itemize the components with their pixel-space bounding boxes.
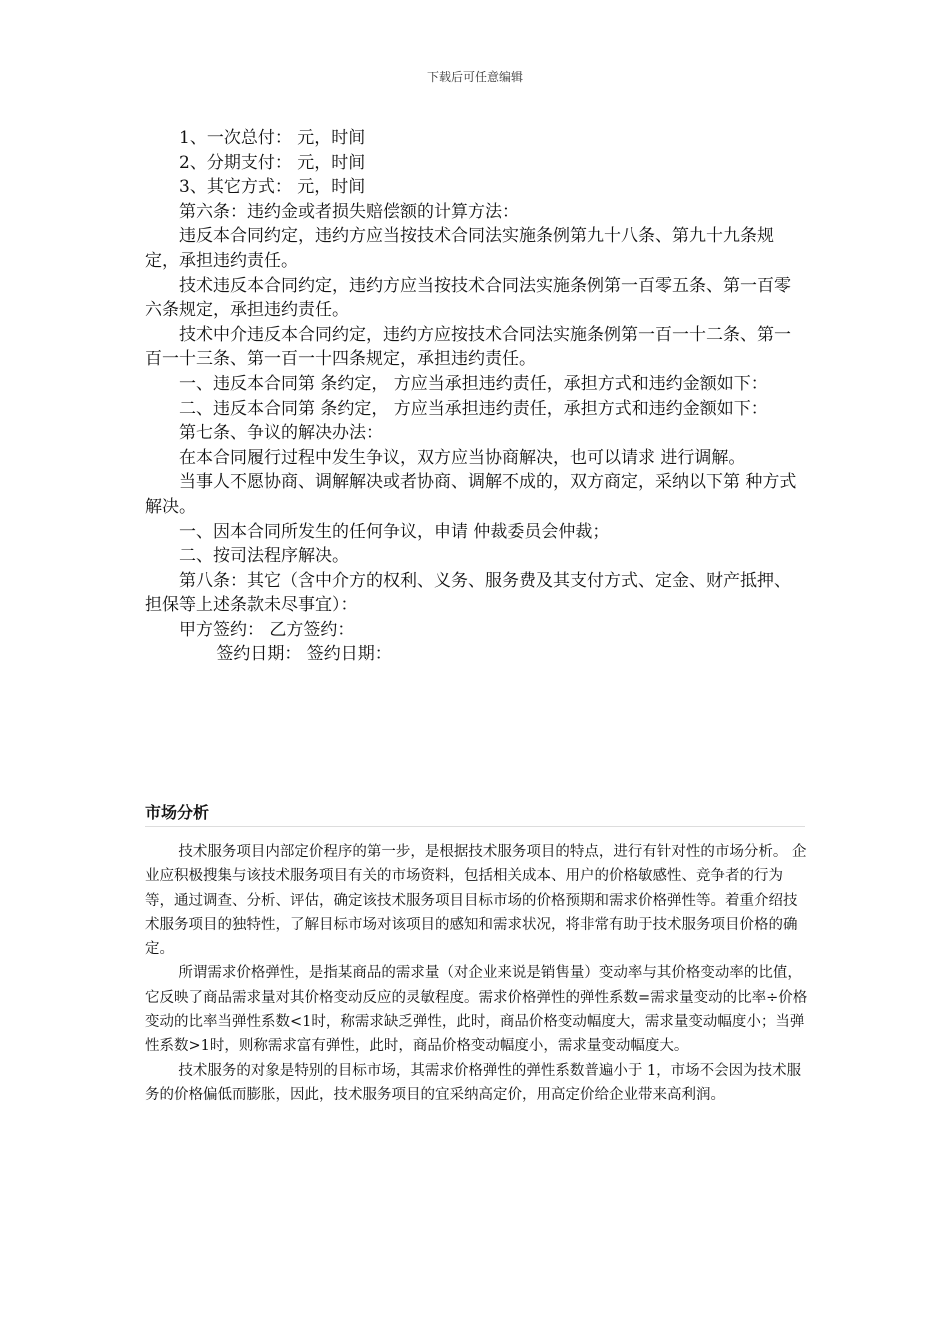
market-analysis-body [145,840,809,1107]
section-divider [145,826,805,827]
market-analysis-title: 市场分析 [145,803,210,822]
signature-line: 甲方签约： 乙方签约： [179,619,355,640]
article-six-heading: 第六条：违约金或者损失赔偿额的计算方法： [179,201,519,222]
analysis-paragraph: 技术服务项目内部定价程序的第一步，是根据技术服务项目的特点，进行有针对性的市场分析。 企业应积极搜集与该技术服务项目有关的市场资料，包括相关成本、用户的价格敏感性、竞争者的行为等，通过调查、分析、评估，确定该技术服务项目目标市场的价格预期和需求价格弹性等。着重介绍技术服务项目的独特性，了解目标市场对该项目的感知和需求状况，将非常有助于技术服务项目价格的确定。 [145,844,807,958]
payment-option-installment: 2、分期支付： 元，时间 [179,152,366,173]
payment-option-lump-sum: 1、一次总付： 元，时间 [179,128,366,148]
clause-paragraph: 二、按司法程序解决。 [179,546,349,567]
signature-date-line: 签约日期： 签约日期： [216,644,392,665]
page-header-note: 下载后可任意编辑 [426,70,523,84]
clause-paragraph: 违反本合同约定，违约方应当按技术合同法实施条例第九十八条、第九十九条规定，承担违约责任。 [145,226,774,271]
clause-paragraph: 在本合同履行过程中发生争议，双方应当协商解决，也可以请求 进行调解。 [179,447,746,468]
clause-paragraph: 一、因本合同所发生的任何争议，申请 仲裁委员会仲裁； [179,521,610,542]
clause-paragraph: 技术违反本合同约定，违约方应当按技术合同法实施条例第一百零五条、第一百零六条规定，承担违约责任。 [145,275,791,321]
clause-paragraph: 当事人不愿协商、调解解决或者协商、调解不成的，双方商定，采纳以下第 种方式解决。 [145,472,797,517]
clause-paragraph: 二、违反本合同第 条约定， 方应当承担违约责任，承担方式和违约金额如下： [179,398,768,419]
article-seven-heading: 第七条、争议的解决办法： [179,423,383,444]
contract-clauses [145,126,805,667]
analysis-paragraph: 所谓需求价格弹性，是指某商品的需求量（对企业来说是销售量）变动率与其价格变动率的比值，它反映了商品需求量对其价格变动反应的灵敏程度。需求价格弹性的弹性系数=需求量变动的比率÷价格变动的比率当弹性系数<1时，称需求缺乏弹性，此时，商品价格变动幅度大，需求量变动幅度小；当弹性系数>1时，则称需求富有弹性，此时，商品价格变动幅度小，需求量变动幅度大。 [145,965,808,1055]
payment-option-other: 3、其它方式： 元，时间 [179,177,366,198]
analysis-paragraph: 技术服务的对象是特别的目标市场，其需求价格弹性的弹性系数普遍小于 1，市场不会因为技术服务的价格偏低而膨胀，因此，技术服务项目的宜采纳高定价，用高定价给企业带来高利润。 [145,1062,802,1103]
clause-paragraph: 一、违反本合同第 条约定， 方应当承担违约责任，承担方式和违约金额如下： [179,373,768,394]
article-eight-heading: 第八条：其它（含中介方的权利、义务、服务费及其支付方式、定金、财产抵押、担保等上述条款未尽事宜）： [145,570,791,616]
clause-paragraph: 技术中介违反本合同约定，违约方应按技术合同法实施条例第一百一十二条、第一百一十三条、第一百一十四条规定，承担违约责任。 [145,324,791,370]
